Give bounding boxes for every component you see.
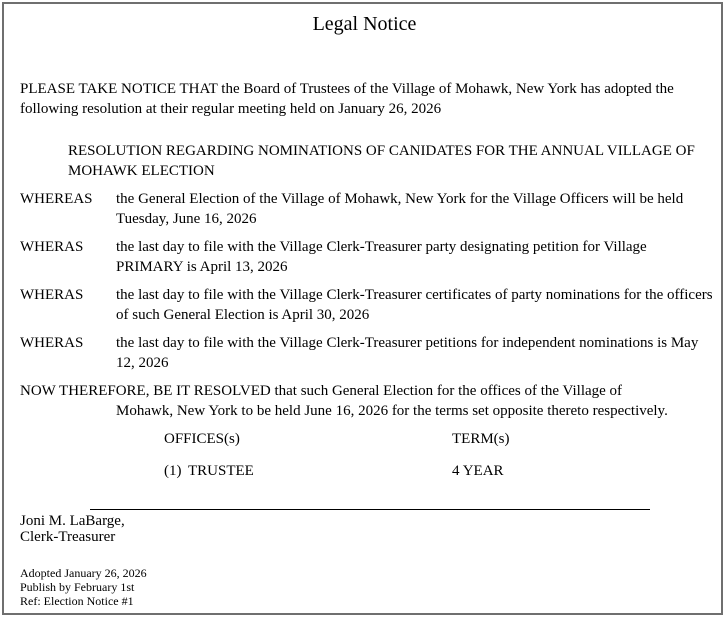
- resolution-heading: RESOLUTION REGARDING NOMINATIONS OF CANIDATES FOR THE ANNUAL VILLAGE OF MOHAWK ELECTION: [68, 143, 695, 179]
- resolved-line-2: Mohawk, New York to be held June 16, 2026 for the terms set opposite thereto respectively.: [116, 402, 668, 419]
- office-row-name: TRUSTEE: [188, 463, 254, 479]
- signature-line: [90, 509, 650, 510]
- publish-date: Publish by February 1st: [20, 580, 135, 594]
- legal-notice-document: [2, 2, 723, 615]
- signer-title: Clerk-Treasurer: [20, 529, 116, 545]
- offices-column-header: OFFICES(s): [164, 431, 240, 447]
- document-title: Legal Notice: [312, 13, 417, 35]
- clause-label: WHERAS: [20, 239, 84, 255]
- adopted-date: Adopted January 26, 2026: [20, 566, 147, 580]
- clause-text: the last day to file with the Village Clerk-Treasurer certificates of party nominations for the officers of such General Election is April 30, 2026: [116, 287, 713, 323]
- resolved-line-1: NOW THEREFORE, BE IT RESOLVED that such General Election for the offices of the Village of: [20, 383, 623, 399]
- intro-paragraph: PLEASE TAKE NOTICE THAT the Board of Trustees of the Village of Mohawk, New York has adopted the following resolution at their regular meeting held on January 26, 2026: [20, 81, 674, 117]
- office-row-term: 4 YEAR: [452, 463, 504, 479]
- office-row-number: (1): [164, 463, 182, 479]
- clause-text: the General Election of the Village of Mohawk, New York for the Village Officers will be held Tuesday, June 16, 2026: [116, 191, 684, 227]
- resolved-paragraph: [20, 382, 720, 421]
- clause-label: WHERAS: [20, 287, 84, 303]
- clause-label: WHEREAS: [20, 191, 93, 207]
- clause-text: the last day to file with the Village Clerk-Treasurer petitions for independent nominations is May 12, 2026: [116, 335, 699, 371]
- term-column-header: TERM(s): [452, 431, 510, 447]
- clause-text: the last day to file with the Village Clerk-Treasurer party designating petition for Village PRIMARY is April 13, 2026: [116, 239, 647, 275]
- reference-note: Ref: Election Notice #1: [20, 594, 134, 608]
- clause-label: WHERAS: [20, 335, 84, 351]
- signer-name: Joni M. LaBarge,: [20, 513, 125, 529]
